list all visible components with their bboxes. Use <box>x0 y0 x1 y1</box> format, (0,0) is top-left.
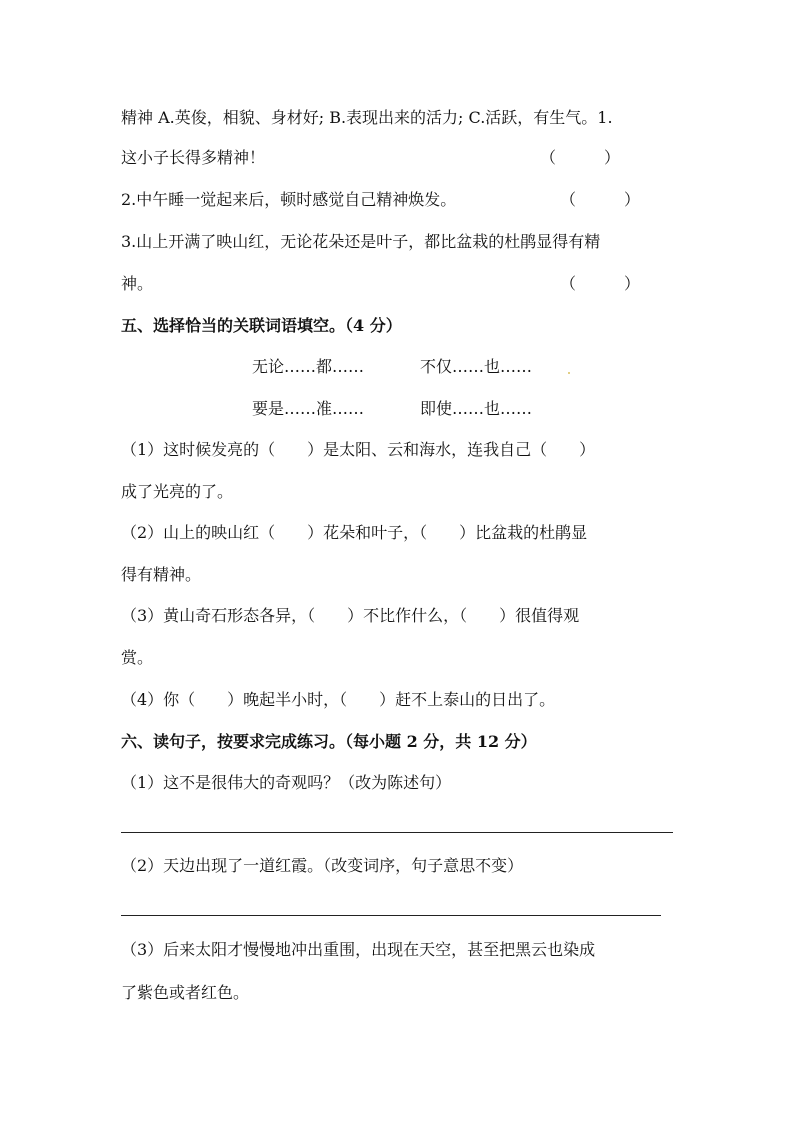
answer-paren-1[interactable]: （ ） <box>540 148 621 167</box>
question-2-text: 2.中午睡一觉起来后，顿时感觉自己精神焕发。 <box>121 190 457 209</box>
definition-line: 精神 A.英俊，相貌、身材好; B.表现出来的活力; C.活跃，有生气。1. <box>121 108 613 127</box>
answer-paren-2[interactable]: （ ） <box>560 190 641 209</box>
rewrite-question-1: （1）这不是很伟大的奇观吗？（改为陈述句） <box>121 773 452 792</box>
fill-question-3: （3）黄山奇石形态各异，（ ）不比作什么，（ ）很值得观 <box>121 606 580 625</box>
fill-question-2: （2）山上的映山红（ ）花朵和叶子，（ ）比盆栽的杜鹃显 <box>121 523 588 542</box>
question-1-text: 这小子长得多精神！ <box>121 148 266 167</box>
fill-question-1-cont: 成了光亮的了。 <box>121 482 234 501</box>
rewrite-question-3: （3）后来太阳才慢慢地冲出重围，出现在天空，甚至把黑云也染成 <box>121 940 596 959</box>
section-6-heading: 六、读句子，按要求完成练习。（每小题 2 分，共 12 分） <box>121 732 537 751</box>
fill-question-2-cont: 得有精神。 <box>121 565 202 584</box>
rewrite-question-3-cont: 了紫色或者红色。 <box>121 983 250 1002</box>
stray-dot <box>568 372 570 374</box>
rewrite-question-2: （2）天边出现了一道红霞。（改变词序，句子意思不变） <box>121 856 524 875</box>
fill-question-3-cont: 赏。 <box>121 648 154 667</box>
answer-paren-3[interactable]: （ ） <box>560 274 641 293</box>
question-3-text: 3.山上开满了映山红，无论花朵还是叶子，都比盆栽的杜鹃显得有精 <box>121 232 601 251</box>
answer-line-2[interactable] <box>121 915 661 916</box>
option-bujin-ye: 不仅……也…… <box>420 357 533 376</box>
question-3-continuation: 神。 <box>121 274 154 293</box>
section-5-heading: 五、选择恰当的关联词语填空。（4 分） <box>121 316 402 335</box>
fill-question-4: （4）你（ ）晚起半小时，（ ）赶不上泰山的日出了。 <box>121 690 556 709</box>
fill-question-1: （1）这时候发亮的（ ）是太阳、云和海水，连我自己（ ） <box>121 440 596 459</box>
option-yaoshi-zhun: 要是……准…… <box>252 399 365 418</box>
option-jishi-ye: 即使……也…… <box>420 399 533 418</box>
answer-line-1[interactable] <box>121 832 673 833</box>
option-wulun-dou: 无论……都…… <box>252 357 365 376</box>
